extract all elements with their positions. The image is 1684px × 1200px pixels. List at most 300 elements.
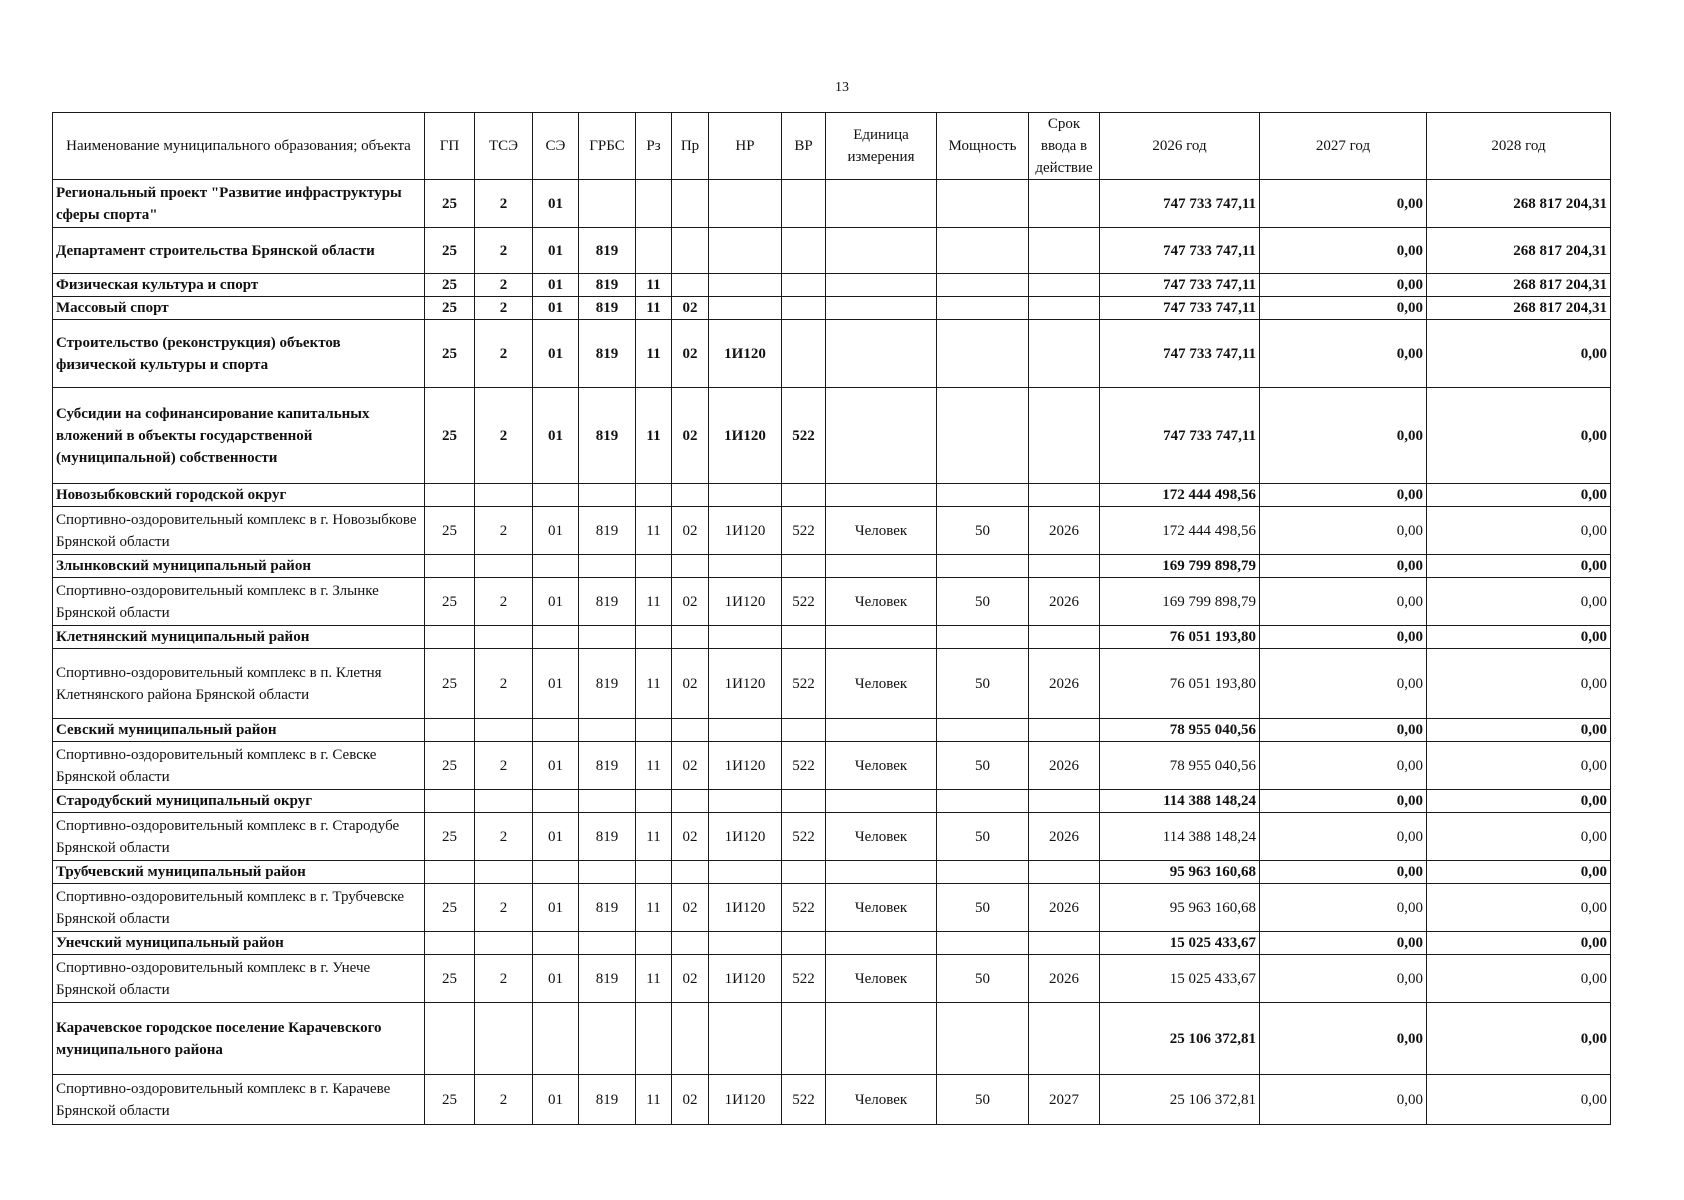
cell-rz [636,932,672,955]
cell-capacity: 50 [937,813,1029,861]
cell-term: 2026 [1029,507,1100,555]
row-name: Спортивно-оздоровительный комплекс в г. Злынке Брянской области [53,578,425,626]
cell-rz [636,790,672,813]
cell-2028: 268 817 204,31 [1427,180,1611,228]
cell-pr: 02 [672,507,709,555]
table-row [53,228,1611,274]
cell-gp: 25 [425,742,475,790]
cell-2027: 0,00 [1260,320,1427,388]
cell-gp [425,626,475,649]
cell-nr: 1И120 [709,813,782,861]
row-name: Массовый спорт [53,297,425,320]
cell-2028: 0,00 [1427,742,1611,790]
cell-capacity [937,484,1029,507]
cell-2028: 0,00 [1427,320,1611,388]
cell-capacity: 50 [937,955,1029,1003]
cell-grbs: 819 [579,955,636,1003]
cell-nr: 1И120 [709,884,782,932]
cell-vr [782,555,826,578]
cell-term: 2026 [1029,742,1100,790]
cell-tse: 2 [475,274,533,297]
cell-pr: 02 [672,1075,709,1125]
cell-pr [672,932,709,955]
cell-capacity [937,719,1029,742]
cell-term [1029,932,1100,955]
cell-pr: 02 [672,813,709,861]
cell-pr: 02 [672,742,709,790]
cell-2027: 0,00 [1260,297,1427,320]
row-name: Злынковский муниципальный район [53,555,425,578]
cell-2028: 0,00 [1427,388,1611,484]
cell-rz [636,861,672,884]
cell-2027: 0,00 [1260,484,1427,507]
cell-unit: Человек [826,649,937,719]
table-row [53,1003,1611,1075]
cell-vr [782,719,826,742]
cell-2028: 0,00 [1427,813,1611,861]
cell-term [1029,180,1100,228]
cell-term [1029,274,1100,297]
cell-tse: 2 [475,388,533,484]
cell-nr: 1И120 [709,742,782,790]
cell-vr: 522 [782,813,826,861]
table-row [53,180,1611,228]
cell-gp: 25 [425,813,475,861]
cell-unit: Человек [826,742,937,790]
row-name: Спортивно-оздоровительный комплекс в г. Новозыбкове Брянской области [53,507,425,555]
cell-se: 01 [533,274,579,297]
cell-grbs: 819 [579,649,636,719]
cell-2026: 95 963 160,68 [1100,861,1260,884]
table-row [53,649,1611,719]
cell-2028: 0,00 [1427,1003,1611,1075]
cell-capacity [937,626,1029,649]
cell-vr [782,790,826,813]
cell-capacity [937,274,1029,297]
cell-2027: 0,00 [1260,1003,1427,1075]
cell-vr [782,274,826,297]
cell-vr: 522 [782,1075,826,1125]
cell-se [533,790,579,813]
cell-gp [425,932,475,955]
cell-2027: 0,00 [1260,861,1427,884]
cell-2026: 747 733 747,11 [1100,297,1260,320]
cell-term: 2026 [1029,578,1100,626]
cell-pr [672,790,709,813]
cell-2027: 0,00 [1260,274,1427,297]
cell-se: 01 [533,1075,579,1125]
cell-2028: 0,00 [1427,790,1611,813]
cell-gp: 25 [425,578,475,626]
cell-capacity [937,297,1029,320]
cell-pr [672,228,709,274]
cell-se: 01 [533,180,579,228]
cell-2027: 0,00 [1260,626,1427,649]
cell-2027: 0,00 [1260,1075,1427,1125]
cell-term: 2027 [1029,1075,1100,1125]
table-row [53,297,1611,320]
cell-tse: 2 [475,297,533,320]
cell-term [1029,861,1100,884]
cell-gp: 25 [425,320,475,388]
cell-vr: 522 [782,578,826,626]
cell-unit [826,274,937,297]
cell-nr: 1И120 [709,507,782,555]
cell-grbs: 819 [579,274,636,297]
cell-term [1029,1003,1100,1075]
cell-term [1029,484,1100,507]
cell-se: 01 [533,884,579,932]
cell-2028: 0,00 [1427,1075,1611,1125]
cell-se [533,719,579,742]
cell-unit [826,297,937,320]
cell-gp: 25 [425,507,475,555]
cell-rz: 11 [636,297,672,320]
cell-tse [475,555,533,578]
cell-vr [782,180,826,228]
cell-2027: 0,00 [1260,932,1427,955]
cell-unit [826,228,937,274]
table-row [53,932,1611,955]
header-tse: ТСЭ [475,113,533,180]
table-row [53,861,1611,884]
cell-2026: 15 025 433,67 [1100,955,1260,1003]
cell-grbs: 819 [579,297,636,320]
cell-se [533,861,579,884]
cell-tse [475,1003,533,1075]
cell-2028: 0,00 [1427,955,1611,1003]
cell-tse: 2 [475,884,533,932]
cell-capacity [937,861,1029,884]
cell-gp: 25 [425,180,475,228]
cell-nr: 1И120 [709,578,782,626]
cell-pr: 02 [672,578,709,626]
table-row [53,790,1611,813]
row-name: Физическая культура и спорт [53,274,425,297]
cell-nr: 1И120 [709,320,782,388]
cell-tse: 2 [475,578,533,626]
cell-2027: 0,00 [1260,180,1427,228]
cell-capacity: 50 [937,742,1029,790]
table-row [53,484,1611,507]
cell-rz [636,626,672,649]
cell-tse: 2 [475,180,533,228]
cell-tse [475,932,533,955]
cell-grbs [579,790,636,813]
cell-gp: 25 [425,1075,475,1125]
cell-2027: 0,00 [1260,388,1427,484]
cell-grbs [579,719,636,742]
cell-2026: 25 106 372,81 [1100,1075,1260,1125]
page-number: 13 [835,80,849,95]
cell-capacity [937,790,1029,813]
cell-tse: 2 [475,228,533,274]
cell-2027: 0,00 [1260,578,1427,626]
cell-capacity [937,932,1029,955]
cell-2026: 78 955 040,56 [1100,719,1260,742]
row-name: Спортивно-оздоровительный комплекс в г. Стародубе Брянской области [53,813,425,861]
cell-capacity: 50 [937,578,1029,626]
cell-term [1029,719,1100,742]
cell-rz: 11 [636,649,672,719]
cell-pr [672,719,709,742]
cell-term [1029,790,1100,813]
cell-grbs [579,484,636,507]
cell-2026: 747 733 747,11 [1100,274,1260,297]
row-name: Унечский муниципальный район [53,932,425,955]
header-pr: Пр [672,113,709,180]
cell-grbs: 819 [579,228,636,274]
cell-unit [826,1003,937,1075]
cell-tse [475,861,533,884]
cell-rz [636,1003,672,1075]
cell-term [1029,297,1100,320]
cell-gp [425,861,475,884]
cell-vr [782,484,826,507]
cell-vr [782,932,826,955]
cell-pr [672,274,709,297]
cell-unit [826,320,937,388]
cell-se: 01 [533,228,579,274]
cell-unit: Человек [826,1075,937,1125]
cell-unit: Человек [826,884,937,932]
cell-unit [826,861,937,884]
cell-2026: 169 799 898,79 [1100,578,1260,626]
cell-se: 01 [533,297,579,320]
cell-unit: Человек [826,813,937,861]
cell-2026: 747 733 747,11 [1100,320,1260,388]
cell-pr: 02 [672,388,709,484]
cell-2028: 0,00 [1427,861,1611,884]
cell-rz: 11 [636,884,672,932]
cell-rz: 11 [636,742,672,790]
cell-gp: 25 [425,649,475,719]
cell-gp [425,1003,475,1075]
cell-gp: 25 [425,274,475,297]
cell-rz: 11 [636,388,672,484]
cell-nr [709,1003,782,1075]
cell-pr: 02 [672,649,709,719]
table-row [53,813,1611,861]
cell-tse: 2 [475,649,533,719]
cell-2026: 95 963 160,68 [1100,884,1260,932]
cell-vr: 522 [782,649,826,719]
cell-gp [425,484,475,507]
cell-unit [826,388,937,484]
cell-2028: 268 817 204,31 [1427,228,1611,274]
cell-pr [672,180,709,228]
cell-capacity: 50 [937,884,1029,932]
cell-capacity [937,1003,1029,1075]
cell-2026: 76 051 193,80 [1100,649,1260,719]
cell-rz: 11 [636,955,672,1003]
cell-grbs: 819 [579,388,636,484]
row-name: Спортивно-оздоровительный комплекс в г. Севске Брянской области [53,742,425,790]
cell-nr: 1И120 [709,955,782,1003]
cell-nr [709,719,782,742]
cell-2027: 0,00 [1260,813,1427,861]
cell-se [533,555,579,578]
cell-2026: 15 025 433,67 [1100,932,1260,955]
row-name: Карачевское городское поселение Карачевского муниципального района [53,1003,425,1075]
cell-nr [709,228,782,274]
header-2027: 2027 год [1260,113,1427,180]
cell-2026: 78 955 040,56 [1100,742,1260,790]
table-row [53,884,1611,932]
cell-grbs: 819 [579,578,636,626]
cell-grbs [579,626,636,649]
cell-grbs: 819 [579,320,636,388]
cell-vr: 522 [782,884,826,932]
cell-2026: 172 444 498,56 [1100,507,1260,555]
row-name: Субсидии на софинансирование капитальных вложений в объекты государственной (муниципальной) собственности [53,388,425,484]
cell-capacity: 50 [937,649,1029,719]
cell-capacity [937,320,1029,388]
budget-table [52,112,1611,1125]
cell-nr [709,274,782,297]
cell-vr [782,228,826,274]
row-name: Стародубский муниципальный округ [53,790,425,813]
cell-se: 01 [533,507,579,555]
cell-gp: 25 [425,884,475,932]
cell-tse: 2 [475,742,533,790]
cell-2026: 76 051 193,80 [1100,626,1260,649]
row-name: Спортивно-оздоровительный комплекс в г. Унече Брянской области [53,955,425,1003]
cell-2027: 0,00 [1260,742,1427,790]
cell-vr: 522 [782,507,826,555]
cell-term [1029,555,1100,578]
cell-2028: 0,00 [1427,649,1611,719]
cell-term [1029,626,1100,649]
cell-vr: 522 [782,742,826,790]
cell-rz [636,484,672,507]
cell-tse: 2 [475,813,533,861]
header-2026: 2026 год [1100,113,1260,180]
cell-nr [709,555,782,578]
table-header-row [53,113,1611,180]
cell-tse [475,719,533,742]
cell-vr [782,861,826,884]
cell-2027: 0,00 [1260,719,1427,742]
cell-grbs [579,1003,636,1075]
cell-tse: 2 [475,320,533,388]
cell-pr [672,861,709,884]
cell-tse [475,626,533,649]
cell-gp [425,555,475,578]
cell-nr [709,180,782,228]
cell-rz: 11 [636,507,672,555]
row-name: Севский муниципальный район [53,719,425,742]
cell-pr: 02 [672,955,709,1003]
cell-2028: 0,00 [1427,932,1611,955]
cell-nr [709,297,782,320]
cell-se: 01 [533,320,579,388]
header-nr: НР [709,113,782,180]
cell-term: 2026 [1029,884,1100,932]
cell-se: 01 [533,578,579,626]
cell-tse: 2 [475,1075,533,1125]
table-row [53,578,1611,626]
cell-capacity: 50 [937,1075,1029,1125]
cell-unit [826,790,937,813]
table-row [53,1075,1611,1125]
cell-pr [672,626,709,649]
cell-se: 01 [533,813,579,861]
row-name: Новозыбковский городской округ [53,484,425,507]
cell-gp: 25 [425,955,475,1003]
cell-2028: 0,00 [1427,507,1611,555]
cell-grbs [579,180,636,228]
cell-nr [709,626,782,649]
cell-capacity [937,555,1029,578]
cell-pr: 02 [672,320,709,388]
cell-grbs: 819 [579,742,636,790]
cell-vr: 522 [782,955,826,1003]
header-2028: 2028 год [1427,113,1611,180]
cell-gp: 25 [425,228,475,274]
cell-unit [826,932,937,955]
row-name: Спортивно-оздоровительный комплекс в г. Карачеве Брянской области [53,1075,425,1125]
cell-2027: 0,00 [1260,884,1427,932]
header-vr: ВР [782,113,826,180]
cell-2026: 747 733 747,11 [1100,180,1260,228]
cell-gp [425,790,475,813]
cell-nr [709,484,782,507]
cell-unit [826,719,937,742]
cell-unit: Человек [826,578,937,626]
cell-grbs: 819 [579,884,636,932]
cell-rz: 11 [636,578,672,626]
cell-se [533,1003,579,1075]
header-capacity: Мощность [937,113,1029,180]
cell-tse [475,484,533,507]
cell-grbs [579,932,636,955]
table-row [53,742,1611,790]
cell-se [533,626,579,649]
cell-2026: 114 388 148,24 [1100,813,1260,861]
cell-pr [672,555,709,578]
row-name: Спортивно-оздоровительный комплекс в г. Трубчевске Брянской области [53,884,425,932]
cell-nr: 1И120 [709,388,782,484]
cell-unit [826,180,937,228]
cell-pr [672,484,709,507]
table-row [53,626,1611,649]
cell-capacity: 50 [937,507,1029,555]
header-unit: Единица измерения [826,113,937,180]
cell-vr [782,1003,826,1075]
cell-grbs: 819 [579,507,636,555]
cell-capacity [937,180,1029,228]
cell-rz: 11 [636,813,672,861]
row-name: Строительство (реконструкция) объектов физической культуры и спорта [53,320,425,388]
table-row [53,955,1611,1003]
cell-vr [782,320,826,388]
cell-2026: 747 733 747,11 [1100,228,1260,274]
cell-2027: 0,00 [1260,507,1427,555]
header-rz: Рз [636,113,672,180]
cell-gp: 25 [425,297,475,320]
table-row [53,274,1611,297]
cell-rz [636,719,672,742]
cell-vr [782,297,826,320]
cell-term [1029,320,1100,388]
cell-vr [782,626,826,649]
cell-2028: 0,00 [1427,484,1611,507]
cell-grbs: 819 [579,813,636,861]
cell-2027: 0,00 [1260,228,1427,274]
row-name: Трубчевский муниципальный район [53,861,425,884]
table-row [53,555,1611,578]
